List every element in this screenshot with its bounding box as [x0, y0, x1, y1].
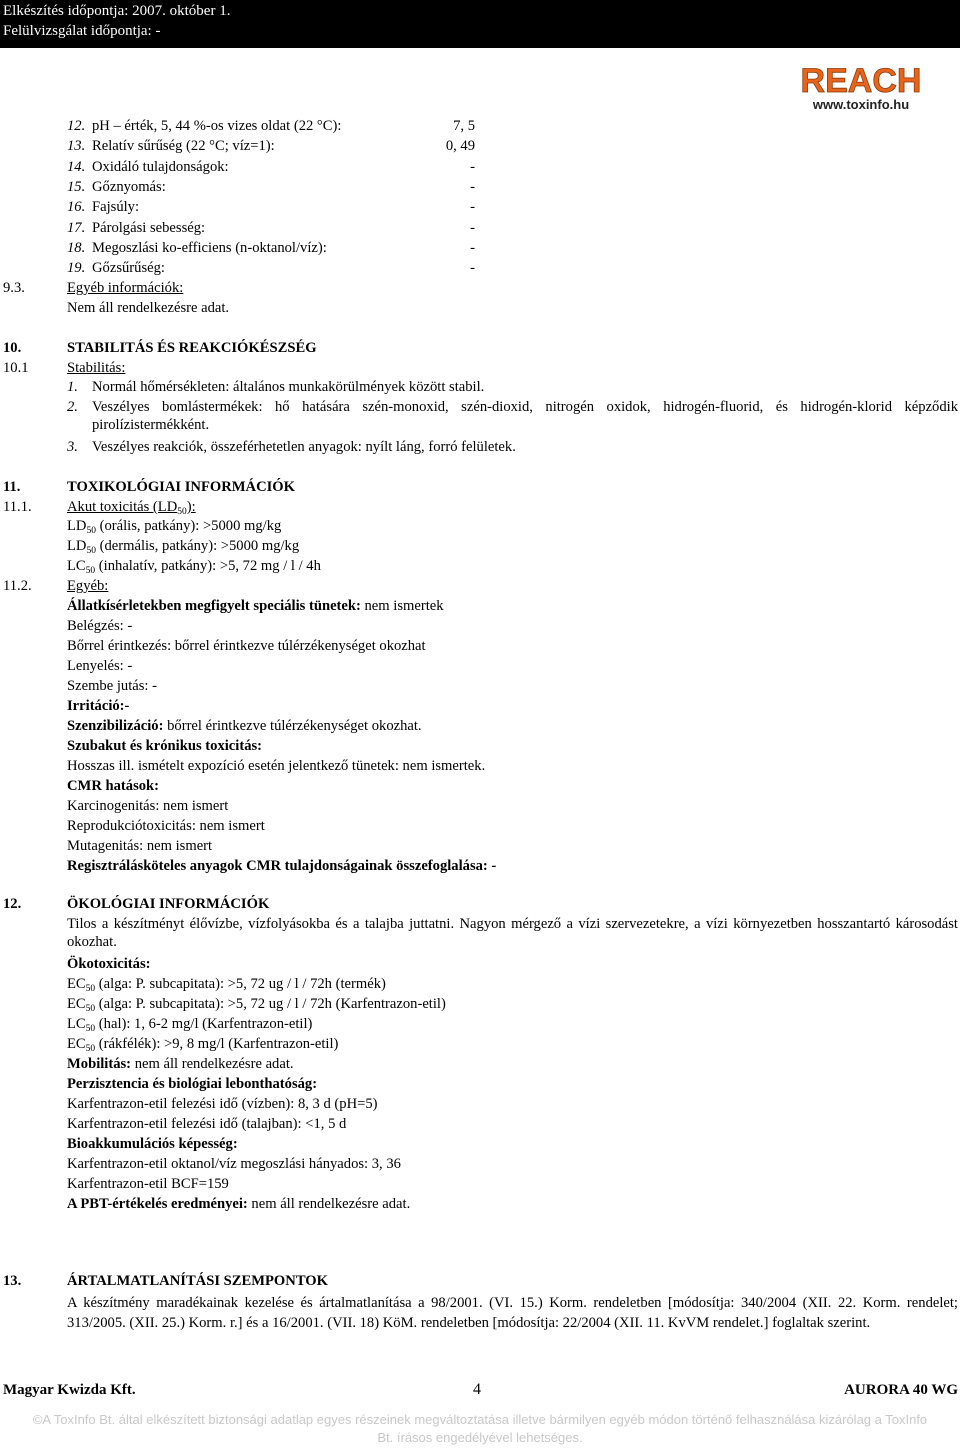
section-13-title: ÁRTALMATLANÍTÁSI SZEMPONTOK — [67, 1273, 328, 1289]
section-12-number: 12. — [3, 896, 22, 912]
section-12-title: ÖKOLÓGIAI INFORMÁCIÓK — [67, 896, 270, 912]
other-toxicity-line — [67, 717, 422, 735]
section-10-number: 10. — [3, 340, 22, 356]
other-toxicity-line — [67, 797, 228, 815]
ecotoxicity-row-text: (hal): 1, 6-2 mg/l (Karfentrazon-etil) — [95, 1016, 313, 1032]
ecology-line — [67, 1055, 294, 1073]
property-value: - — [470, 199, 475, 216]
other-toxicity-line-bold: Irritáció:- — [67, 698, 130, 714]
property-label: Fajsúly: — [92, 199, 140, 216]
footer-copyright-line2: Bt. írásos engedélyével lehetséges. — [377, 1430, 583, 1445]
ecology-line — [67, 1195, 410, 1213]
other-toxicity-line-text: Hosszas ill. ismételt expozíció esetén jelentkező tünetek: nem ismertek. — [67, 758, 486, 774]
reach-logo-text: REACH — [800, 62, 922, 100]
ecotoxicity-row-text: (alga: P. subcapitata): >5, 72 ug / l / 72h (termék) — [95, 976, 386, 992]
section-12-intro: Tilos a készítményt élővízbe, vízfolyásokba és a talajba juttatni. Nagyon mérgező a vízi szervezetekre, a vízi környezetben hosszantartó károsodást okozhat. — [67, 916, 958, 950]
section-11-1-number: 11.1. — [3, 499, 32, 515]
stability-item-number: 3. — [67, 439, 78, 455]
property-value: - — [470, 260, 475, 277]
stability-item-number: 1. — [67, 379, 78, 395]
footer-company: Magyar Kwizda Kft. — [3, 1382, 136, 1398]
property-label: Relatív sűrűség (22 °C; víz=1): — [92, 138, 275, 155]
acute-toxicity-row-prefix: LD — [67, 518, 87, 534]
other-toxicity-line-bold: CMR hatások: — [67, 778, 160, 794]
ecotoxicity-row-prefix: EC — [67, 1036, 86, 1052]
section-9-3-number: 9.3. — [3, 280, 25, 296]
section-11-number: 11. — [3, 479, 21, 495]
property-number: 19. — [67, 260, 86, 277]
section-11-2-title: Egyéb: — [67, 578, 109, 594]
section-10-1-title: Stabilitás: — [67, 360, 126, 376]
other-toxicity-line — [67, 637, 426, 655]
other-toxicity-line — [67, 857, 496, 875]
other-toxicity-line — [67, 657, 132, 675]
section-11-title: TOXIKOLÓGIAI INFORMÁCIÓK — [67, 479, 295, 495]
acute-toxicity-row-text: (orális, patkány): >5000 mg/kg — [95, 518, 282, 534]
property-value: - — [470, 158, 475, 175]
acute-toxicity-row-subscript: 50 — [86, 546, 96, 556]
ecology-line — [67, 1115, 346, 1133]
ecology-line-text: Karfentrazon-etil BCF=159 — [67, 1176, 229, 1192]
property-number: 15. — [67, 178, 86, 195]
ecology-line-text: Karfentrazon-etil felezési idő (vízben): 8, 3 d (pH=5) — [67, 1096, 378, 1112]
other-toxicity-line — [67, 617, 132, 635]
ecotoxicity-row-text: (rákfélék): >9, 8 mg/l (Karfentrazon-etil) — [95, 1036, 339, 1052]
ecotoxicity-row-prefix: EC — [67, 976, 86, 992]
property-label: Gőzsűrűség: — [92, 260, 165, 277]
ld-suffix: ): — [186, 499, 196, 515]
acute-toxicity-row-prefix: LD — [67, 538, 87, 554]
other-toxicity-line-text: Mutagenitás: nem ismert — [67, 838, 213, 854]
section-9-3-text: Nem áll rendelkezésre adat. — [67, 300, 230, 316]
other-toxicity-line — [67, 837, 212, 855]
reach-logo — [790, 62, 932, 117]
ecology-line-text: Karfentrazon-etil felezési idő (talajban): <1, 5 d — [67, 1116, 347, 1132]
stability-item-text: Veszélyes reakciók, összeférhetetlen anyagok: nyílt láng, forró felületek. — [92, 439, 516, 455]
other-toxicity-line — [67, 597, 444, 615]
other-toxicity-line-text: bőrrel érintkezve túlérzékenységet okozhat. — [163, 718, 422, 734]
other-toxicity-line — [67, 737, 262, 755]
ecotoxicity-row-text: (alga: P. subcapitata): >5, 72 ug / l / 72h (Karfentrazon-etil) — [95, 996, 446, 1012]
acute-toxicity-row-text: (dermális, patkány): >5000 mg/kg — [95, 538, 300, 554]
property-label: pH – érték, 5, 44 %-os vizes oldat (22 °C): — [92, 118, 342, 134]
property-number: 18. — [67, 239, 86, 256]
ld-prefix: Akut toxicitás (LD — [67, 499, 178, 515]
ecology-line-text: Karfentrazon-etil oktanol/víz megoszlási hányados: 3, 36 — [67, 1156, 401, 1172]
property-number: 13. — [67, 138, 86, 155]
section-10-title: STABILITÁS ÉS REAKCIÓKÉSZSÉG — [67, 340, 317, 356]
ecology-line — [67, 1075, 317, 1093]
reach-logo-url: www.toxinfo.hu — [812, 97, 910, 112]
other-toxicity-line-text: Bőrrel érintkezés: bőrrel érintkezve túlérzékenységet okozhat — [67, 638, 426, 654]
other-toxicity-line-bold: Regisztrálásköteles anyagok CMR tulajdonságainak összefoglalása: - — [67, 858, 497, 874]
other-toxicity-line-text: Belégzés: - — [67, 618, 133, 634]
property-number: 17. — [67, 219, 86, 236]
property-number: 14. — [67, 158, 86, 175]
ecotoxicity-row-prefix: LC — [67, 1016, 86, 1032]
other-toxicity-line — [67, 697, 129, 715]
stability-item-text: Normál hőmérsékleten: általános munkakörülmények között stabil. — [92, 379, 485, 395]
property-value: - — [470, 178, 475, 195]
property-value: - — [470, 219, 475, 236]
ecology-line-bold: Mobilitás: — [67, 1056, 132, 1072]
ecotoxicity-row-subscript: 50 — [85, 1024, 96, 1034]
acute-toxicity-row-prefix: LC — [67, 558, 86, 574]
acute-toxicity-row-subscript: 50 — [85, 566, 96, 576]
section-13-number: 13. — [3, 1273, 22, 1289]
ecotoxicity-row-subscript: 50 — [85, 1004, 96, 1014]
other-toxicity-line-text: Karcinogenitás: nem ismert — [67, 798, 229, 814]
stability-item-text: Veszélyes bomlástermékek: hő hatására szén-monoxid, szén-dioxid, nitrogén oxidok, hidrogén-fluorid, és hidrogén-klorid képződik pirolízistermékként. — [92, 399, 958, 433]
header-created-date: Elkészítés időpontja: 2007. október 1. — [3, 3, 231, 19]
other-toxicity-line-text: Reprodukciótoxicitás: nem ismert — [67, 818, 265, 834]
footer-product: AURORA 40 WG — [844, 1382, 958, 1398]
other-toxicity-line — [67, 777, 159, 795]
ld-subscript: 50 — [177, 507, 187, 517]
ecology-line-text: nem áll rendelkezésre adat. — [131, 1056, 294, 1072]
acute-toxicity-row-text: (inhalatív, patkány): >5, 72 mg / l / 4h — [95, 558, 321, 574]
ecology-line — [67, 1155, 401, 1173]
property-value: - — [470, 239, 475, 256]
section-11-2-number: 11.2. — [3, 578, 32, 594]
other-toxicity-line-text: Lenyelés: - — [67, 658, 133, 674]
ecotoxicity-title: Ökotoxicitás: — [67, 956, 151, 972]
section-9-3-title: Egyéb információk: — [67, 280, 184, 296]
other-toxicity-line — [67, 817, 265, 835]
other-toxicity-line-text: Szembe jutás: - — [67, 678, 157, 694]
footer-copyright-line1: ©A ToxInfo Bt. által elkészített biztonsági adatlap egyes részeinek megváltoztatása illetve bármilyen egyéb módon történő felhasználása kizárólag a ToxInfo — [32, 1412, 928, 1427]
stability-item-number: 2. — [67, 399, 78, 415]
other-toxicity-line-bold: Állatkísérletekben megfigyelt speciális tünetek: — [67, 598, 361, 614]
footer-page-number: 4 — [473, 1381, 481, 1398]
other-toxicity-line-text: nem ismertek — [360, 598, 444, 614]
section-10-1-number: 10.1 — [3, 360, 29, 376]
acute-toxicity-row-subscript: 50 — [86, 526, 96, 536]
ecotoxicity-row-subscript: 50 — [85, 984, 96, 994]
property-value: 7, 5 — [453, 118, 475, 134]
other-toxicity-line — [67, 677, 157, 695]
ecology-line-bold: Perzisztencia és biológiai lebonthatóság: — [67, 1076, 318, 1092]
reach-logo-graphic — [790, 62, 932, 112]
property-value: 0, 49 — [445, 138, 475, 155]
ecology-line-bold: Bioakkumulációs képesség: — [67, 1136, 238, 1152]
header-revision-date: Felülvizsgálat időpontja: - — [3, 23, 161, 39]
ecotoxicity-row-prefix: EC — [67, 996, 86, 1012]
other-toxicity-line — [67, 757, 485, 775]
property-label: Párolgási sebesség: — [92, 219, 206, 236]
section-13-text: A készítmény maradékainak kezelése és ártalmatlanítása a 98/2001. (VI. 15.) Korm. rendeletben [módosítja: 340/2004 (XII. 22. Korm. rendelet; 313/2005. (XII. 25.) Korm. r.] és a 16/2001. (VII. 18) KöM. rendeletben [módosítja: 22/2004 (XII. 11. KvVM rendelet.] foglaltak szerint. — [67, 1295, 958, 1331]
other-toxicity-line-bold: Szenzibilizáció: — [67, 718, 164, 734]
property-label: Megoszlási ko-efficiens (n-oktanol/víz): — [92, 239, 327, 256]
ecology-line-text: nem áll rendelkezésre adat. — [247, 1196, 411, 1212]
ecotoxicity-row-subscript: 50 — [85, 1044, 96, 1054]
ecology-line-bold: A PBT-értékelés eredményei: — [67, 1196, 248, 1212]
ecology-line — [67, 1175, 229, 1193]
property-label: Gőznyomás: — [92, 178, 166, 195]
property-number: 12. — [67, 118, 86, 134]
property-number: 16. — [67, 199, 86, 216]
property-label: Oxidáló tulajdonságok: — [92, 158, 229, 175]
ecology-line — [67, 1135, 238, 1153]
other-toxicity-line-bold: Szubakut és krónikus toxicitás: — [67, 738, 263, 754]
ecology-line — [67, 1095, 378, 1113]
